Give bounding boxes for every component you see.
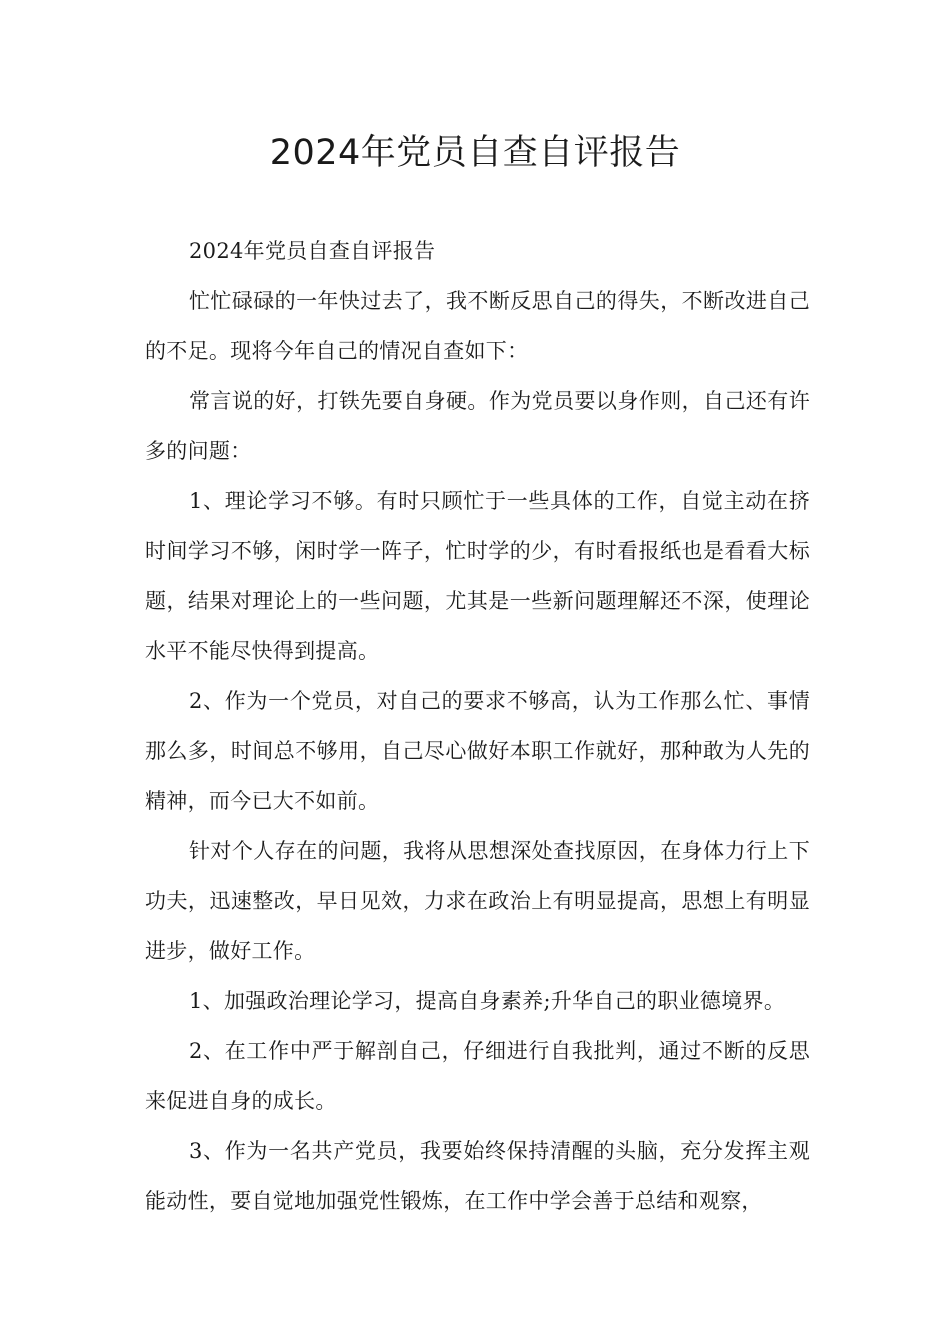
paragraph-subtitle: 2024年党员自查自评报告 <box>189 239 436 263</box>
paragraph-problem-1: 1、理论学习不够。有时只顾忙于一些具体的工作，自觉主动在挤时间学习不够，闲时学一阵子，忙时学的少，有时看报纸也是看看大标题，结果对理论上的一些问题，尤其是一些新问题理解还不深，使理论水平不能尽快得到提高。 <box>145 489 810 663</box>
paragraph-measure-3: 3、作为一名共产党员，我要始终保持清醒的头脑，充分发挥主观能动性，要自觉地加强党性锻炼，在工作中学会善于总结和观察， <box>145 1139 810 1213</box>
paragraph-problem-2: 2、作为一个党员，对自己的要求不够高，认为工作那么忙、事情那么多，时间总不够用，自己尽心做好本职工作就好，那种敢为人先的精神，而今已大不如前。 <box>145 689 810 813</box>
paragraph-measures-lead: 针对个人存在的问题，我将从思想深处查找原因，在身体力行上下功夫，迅速整改，早日见效，力求在政治上有明显提高，思想上有明显进步，做好工作。 <box>145 839 810 963</box>
paragraph-problems-lead: 常言说的好，打铁先要自身硬。作为党员要以身作则，自己还有许多的问题： <box>145 389 810 463</box>
paragraph-measure-2: 2、在工作中严于解剖自己，仔细进行自我批判，通过不断的反思来促进自身的成长。 <box>145 1039 810 1113</box>
document-body <box>145 226 810 1226</box>
paragraph-intro: 忙忙碌碌的一年快过去了，我不断反思自己的得失，不断改进自己的不足。现将今年自己的情况自查如下： <box>145 289 810 363</box>
document-title: 2024年党员自查自评报告 <box>269 133 681 173</box>
paragraph-measure-1: 1、加强政治理论学习，提高自身素养;升华自己的职业德境界。 <box>189 989 786 1013</box>
